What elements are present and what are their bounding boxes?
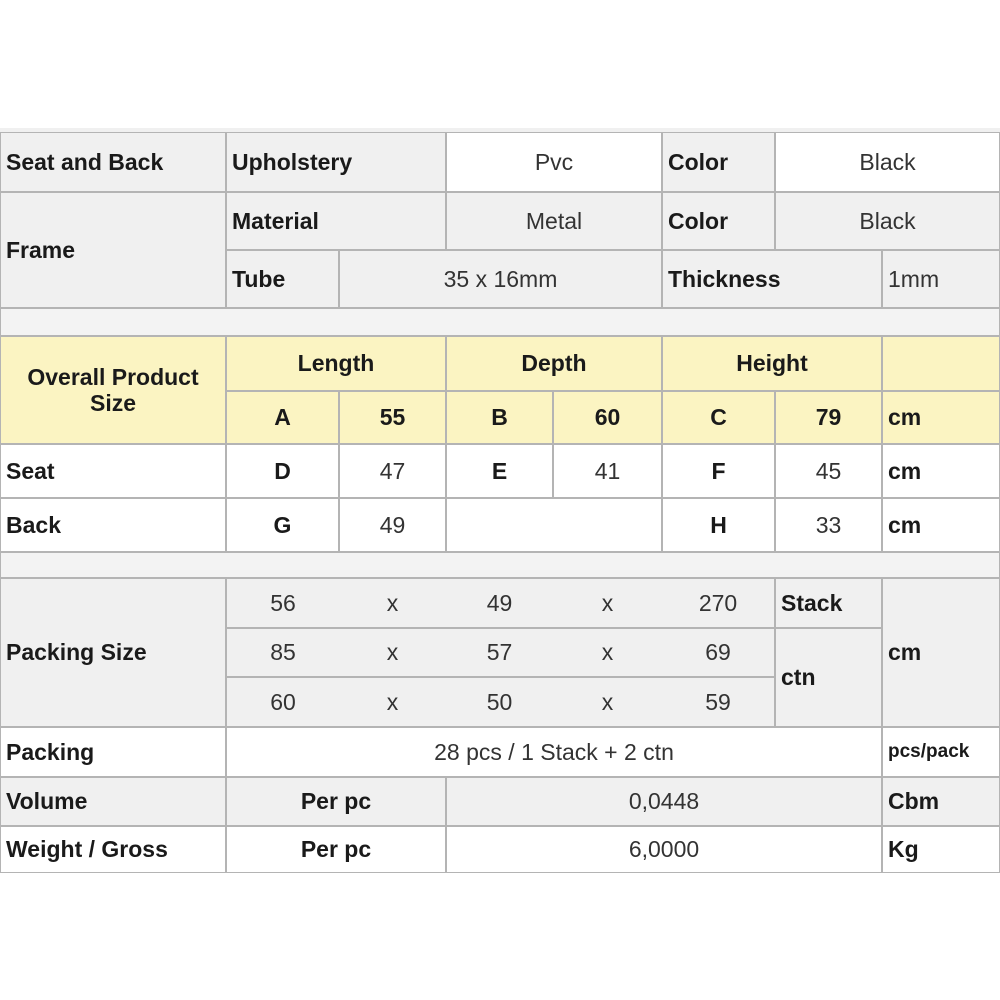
frame-color-label: Color <box>662 192 775 250</box>
tube-label: Tube <box>226 250 339 308</box>
packing-dim: 56 <box>226 578 339 628</box>
dim-a-label: A <box>226 391 339 444</box>
frame-color-value: Black <box>775 192 1000 250</box>
seat-label: Seat <box>0 444 226 498</box>
volume-label: Volume <box>0 777 226 826</box>
seat-color-label: Color <box>662 132 775 192</box>
weight-unit: Kg <box>882 826 1000 873</box>
packing-dim: 270 <box>662 578 775 628</box>
seat-color-value: Black <box>775 132 1000 192</box>
empty-header-cell <box>882 336 1000 391</box>
packing-dim: 69 <box>662 628 775 677</box>
weight-per-label: Per pc <box>226 826 446 873</box>
thickness-value: 1mm <box>882 250 1000 308</box>
section-spacer <box>0 552 1000 578</box>
packing-size-label: Packing Size <box>0 578 226 727</box>
material-value: Metal <box>446 192 662 250</box>
overall-unit: cm <box>882 391 1000 444</box>
back-label: Back <box>0 498 226 552</box>
weight-value: 6,0000 <box>446 826 882 873</box>
packing-x: x <box>339 628 446 677</box>
packing-dim: 85 <box>226 628 339 677</box>
packing-dim: 57 <box>446 628 553 677</box>
dim-c-label: C <box>662 391 775 444</box>
dim-e-label: E <box>446 444 553 498</box>
back-unit: cm <box>882 498 1000 552</box>
packing-dim: 60 <box>226 677 339 727</box>
dim-f-label: F <box>662 444 775 498</box>
packing-x: x <box>339 677 446 727</box>
volume-per-label: Per pc <box>226 777 446 826</box>
length-header: Length <box>226 336 446 391</box>
dim-e-value: 41 <box>553 444 662 498</box>
height-header: Height <box>662 336 882 391</box>
dim-a-value: 55 <box>339 391 446 444</box>
dim-b-value: 60 <box>553 391 662 444</box>
dim-d-value: 47 <box>339 444 446 498</box>
ctn-label: ctn <box>775 628 882 727</box>
packing-x: x <box>553 628 662 677</box>
dim-g-value: 49 <box>339 498 446 552</box>
packing-label: Packing <box>0 727 226 777</box>
thickness-label: Thickness <box>662 250 882 308</box>
empty-back-cell <box>446 498 662 552</box>
weight-label: Weight / Gross <box>0 826 226 873</box>
dim-c-value: 79 <box>775 391 882 444</box>
dim-f-value: 45 <box>775 444 882 498</box>
tube-value: 35 x 16mm <box>339 250 662 308</box>
packing-dim: 59 <box>662 677 775 727</box>
packing-value: 28 pcs / 1 Stack + 2 ctn <box>226 727 882 777</box>
dim-h-label: H <box>662 498 775 552</box>
material-label: Material <box>226 192 446 250</box>
upholstery-value: Pvc <box>446 132 662 192</box>
upholstery-label: Upholstery <box>226 132 446 192</box>
overall-product-size-label: Overall Product Size <box>0 336 226 444</box>
packing-x: x <box>553 578 662 628</box>
dim-g-label: G <box>226 498 339 552</box>
dim-d-label: D <box>226 444 339 498</box>
dim-h-value: 33 <box>775 498 882 552</box>
packing-x: x <box>553 677 662 727</box>
packing-size-unit: cm <box>882 578 1000 727</box>
volume-value: 0,0448 <box>446 777 882 826</box>
packing-unit: pcs/pack <box>882 727 1000 777</box>
packing-dim: 49 <box>446 578 553 628</box>
volume-unit: Cbm <box>882 777 1000 826</box>
stack-label: Stack <box>775 578 882 628</box>
section-spacer <box>0 308 1000 336</box>
depth-header: Depth <box>446 336 662 391</box>
dim-b-label: B <box>446 391 553 444</box>
frame-label: Frame <box>0 192 226 308</box>
packing-dim: 50 <box>446 677 553 727</box>
packing-x: x <box>339 578 446 628</box>
seat-and-back-label: Seat and Back <box>0 132 226 192</box>
seat-unit: cm <box>882 444 1000 498</box>
spec-sheet-table <box>0 128 1000 873</box>
